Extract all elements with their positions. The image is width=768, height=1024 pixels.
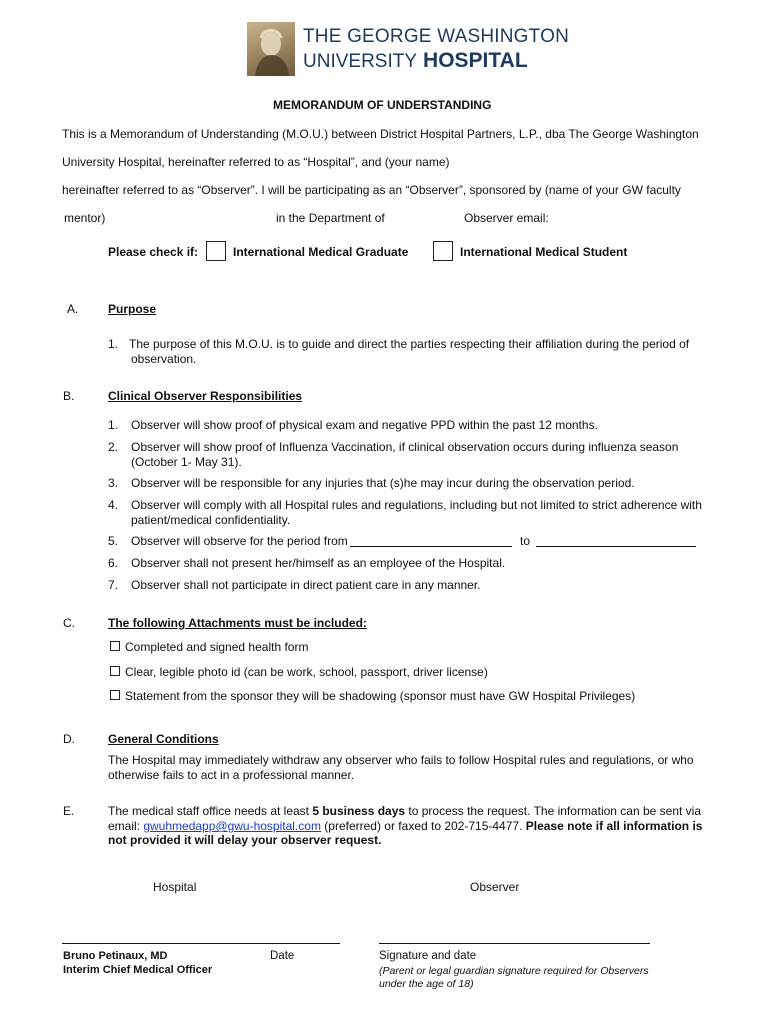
hospital-logo-emblem (247, 22, 295, 76)
department-label: in the Department of (276, 211, 385, 225)
ims-student-checkbox[interactable] (433, 241, 453, 261)
section-e-text-2 (108, 819, 702, 833)
attachment-item: Statement from the sponsor they will be shadowing (sponsor must have GW Hospital Privileges) (125, 689, 636, 703)
hospital-signature-line[interactable] (62, 943, 340, 944)
observer-signature-line[interactable] (379, 943, 650, 944)
contact-email-link[interactable]: gwuhmedapp@gwu-hospital.com (143, 819, 321, 833)
mentor-label: mentor) (64, 211, 106, 225)
section-d-text-cont: otherwise fails to act in a professional manner. (108, 768, 355, 782)
ims-student-label: International Medical Student (460, 245, 628, 259)
section-b-letter: B. (63, 389, 75, 403)
date-label: Date (270, 950, 295, 962)
period-to-label: to (520, 534, 531, 548)
section-e-text: (preferred) or faxed to 202-715-4477. (320, 819, 526, 833)
list-item: Observer will show proof of Influenza Vaccination, if clinical observation occurs during influenza season (131, 440, 679, 454)
section-c-letter: C. (63, 616, 75, 630)
signature-date-label: Signature and date (379, 950, 477, 962)
list-item: Observer will observe for the period from (131, 534, 348, 548)
business-days: 5 business days (312, 804, 406, 818)
hospital-label: Hospital (153, 880, 197, 894)
observer-label: Observer (470, 880, 520, 894)
img-graduate-label: International Medical Graduate (233, 245, 409, 259)
section-d-text: The Hospital may immediately withdraw any observer who fails to follow Hospital rules and regulations, or who (108, 753, 694, 767)
img-graduate-checkbox[interactable] (206, 241, 226, 261)
list-item: Observer shall not present her/himself as an employee of the Hospital. (131, 556, 506, 570)
intro-line-3: hereinafter referred to as “Observer”. I will be participating as an “Observer”, sponsored by (name of your GW faculty (62, 183, 681, 197)
check-label: Please check if: (108, 245, 199, 259)
email-prefix: email: (108, 819, 144, 833)
period-to-field[interactable] (536, 534, 696, 547)
section-e-text-1 (108, 804, 701, 818)
list-item-number: 4. (108, 498, 119, 512)
period-from-field[interactable] (350, 534, 512, 547)
list-item: Observer will show proof of physical exam and negative PPD within the past 12 months. (131, 418, 598, 432)
list-item: Observer shall not participate in direct patient care in any manner. (131, 578, 481, 592)
intro-line-1: This is a Memorandum of Understanding (M.O.U.) between District Hospital Partners, L.P., dba The George Washington (62, 127, 699, 141)
section-e-note: Please note if all information is (525, 819, 703, 833)
section-a-item-text-cont: observation. (131, 352, 197, 366)
logo-text-line1: THE GEORGE WASHINGTON (303, 26, 569, 47)
logo-hospital: HOSPITAL (423, 49, 528, 72)
list-item-number: 5. (108, 534, 119, 548)
signer-name: Bruno Petinaux, MD (63, 950, 168, 962)
section-e-text: The medical staff office needs at least (108, 804, 313, 818)
attachment-item: Clear, legible photo id (can be work, school, passport, driver license) (125, 665, 488, 679)
sponsor-statement-checkbox[interactable] (110, 690, 120, 700)
health-form-checkbox[interactable] (110, 641, 120, 651)
list-item: Observer will be responsible for any injuries that (s)he may incur during the observation period. (131, 476, 635, 490)
list-item-number: 3. (108, 476, 119, 490)
section-a-item-number: 1. (108, 337, 119, 351)
document-title: MEMORANDUM OF UNDERSTANDING (273, 98, 492, 112)
list-item-cont: patient/medical confidentiality. (131, 513, 291, 527)
section-e-letter: E. (63, 804, 75, 818)
observer-email-label: Observer email: (464, 211, 549, 225)
guardian-note: (Parent or legal guardian signature required for Observers (379, 965, 649, 977)
section-b-heading: Clinical Observer Responsibilities (108, 389, 303, 403)
list-item-number: 2. (108, 440, 119, 454)
photo-id-checkbox[interactable] (110, 666, 120, 676)
signer-role: Interim Chief Medical Officer (63, 964, 213, 976)
section-a-heading: Purpose (108, 302, 157, 316)
logo-university: UNIVERSITY (303, 51, 418, 72)
list-item-number: 7. (108, 578, 119, 592)
section-c-heading: The following Attachments must be included: (108, 616, 367, 630)
list-item-cont: (October 1- May 31). (131, 455, 242, 469)
list-item-number: 1. (108, 418, 119, 432)
section-d-letter: D. (63, 732, 75, 746)
attachment-item: Completed and signed health form (125, 640, 309, 654)
guardian-note-cont: under the age of 18) (379, 978, 474, 990)
logo-text-line2 (303, 49, 528, 73)
section-e-note-cont: not provided it will delay your observer request. (108, 833, 382, 847)
section-a-letter: A. (67, 302, 79, 316)
list-item: Observer will comply with all Hospital rules and regulations, including but not limited to strict adherence with (131, 498, 702, 512)
section-e-text: to process the request. The information can be sent via (405, 804, 702, 818)
intro-line-2: University Hospital, hereinafter referred to as “Hospital”, and (your name) (62, 155, 450, 169)
section-a-item-text: The purpose of this M.O.U. is to guide and direct the parties respecting their affiliation during the period of (129, 337, 690, 351)
section-d-heading: General Conditions (108, 732, 219, 746)
list-item-number: 6. (108, 556, 119, 570)
